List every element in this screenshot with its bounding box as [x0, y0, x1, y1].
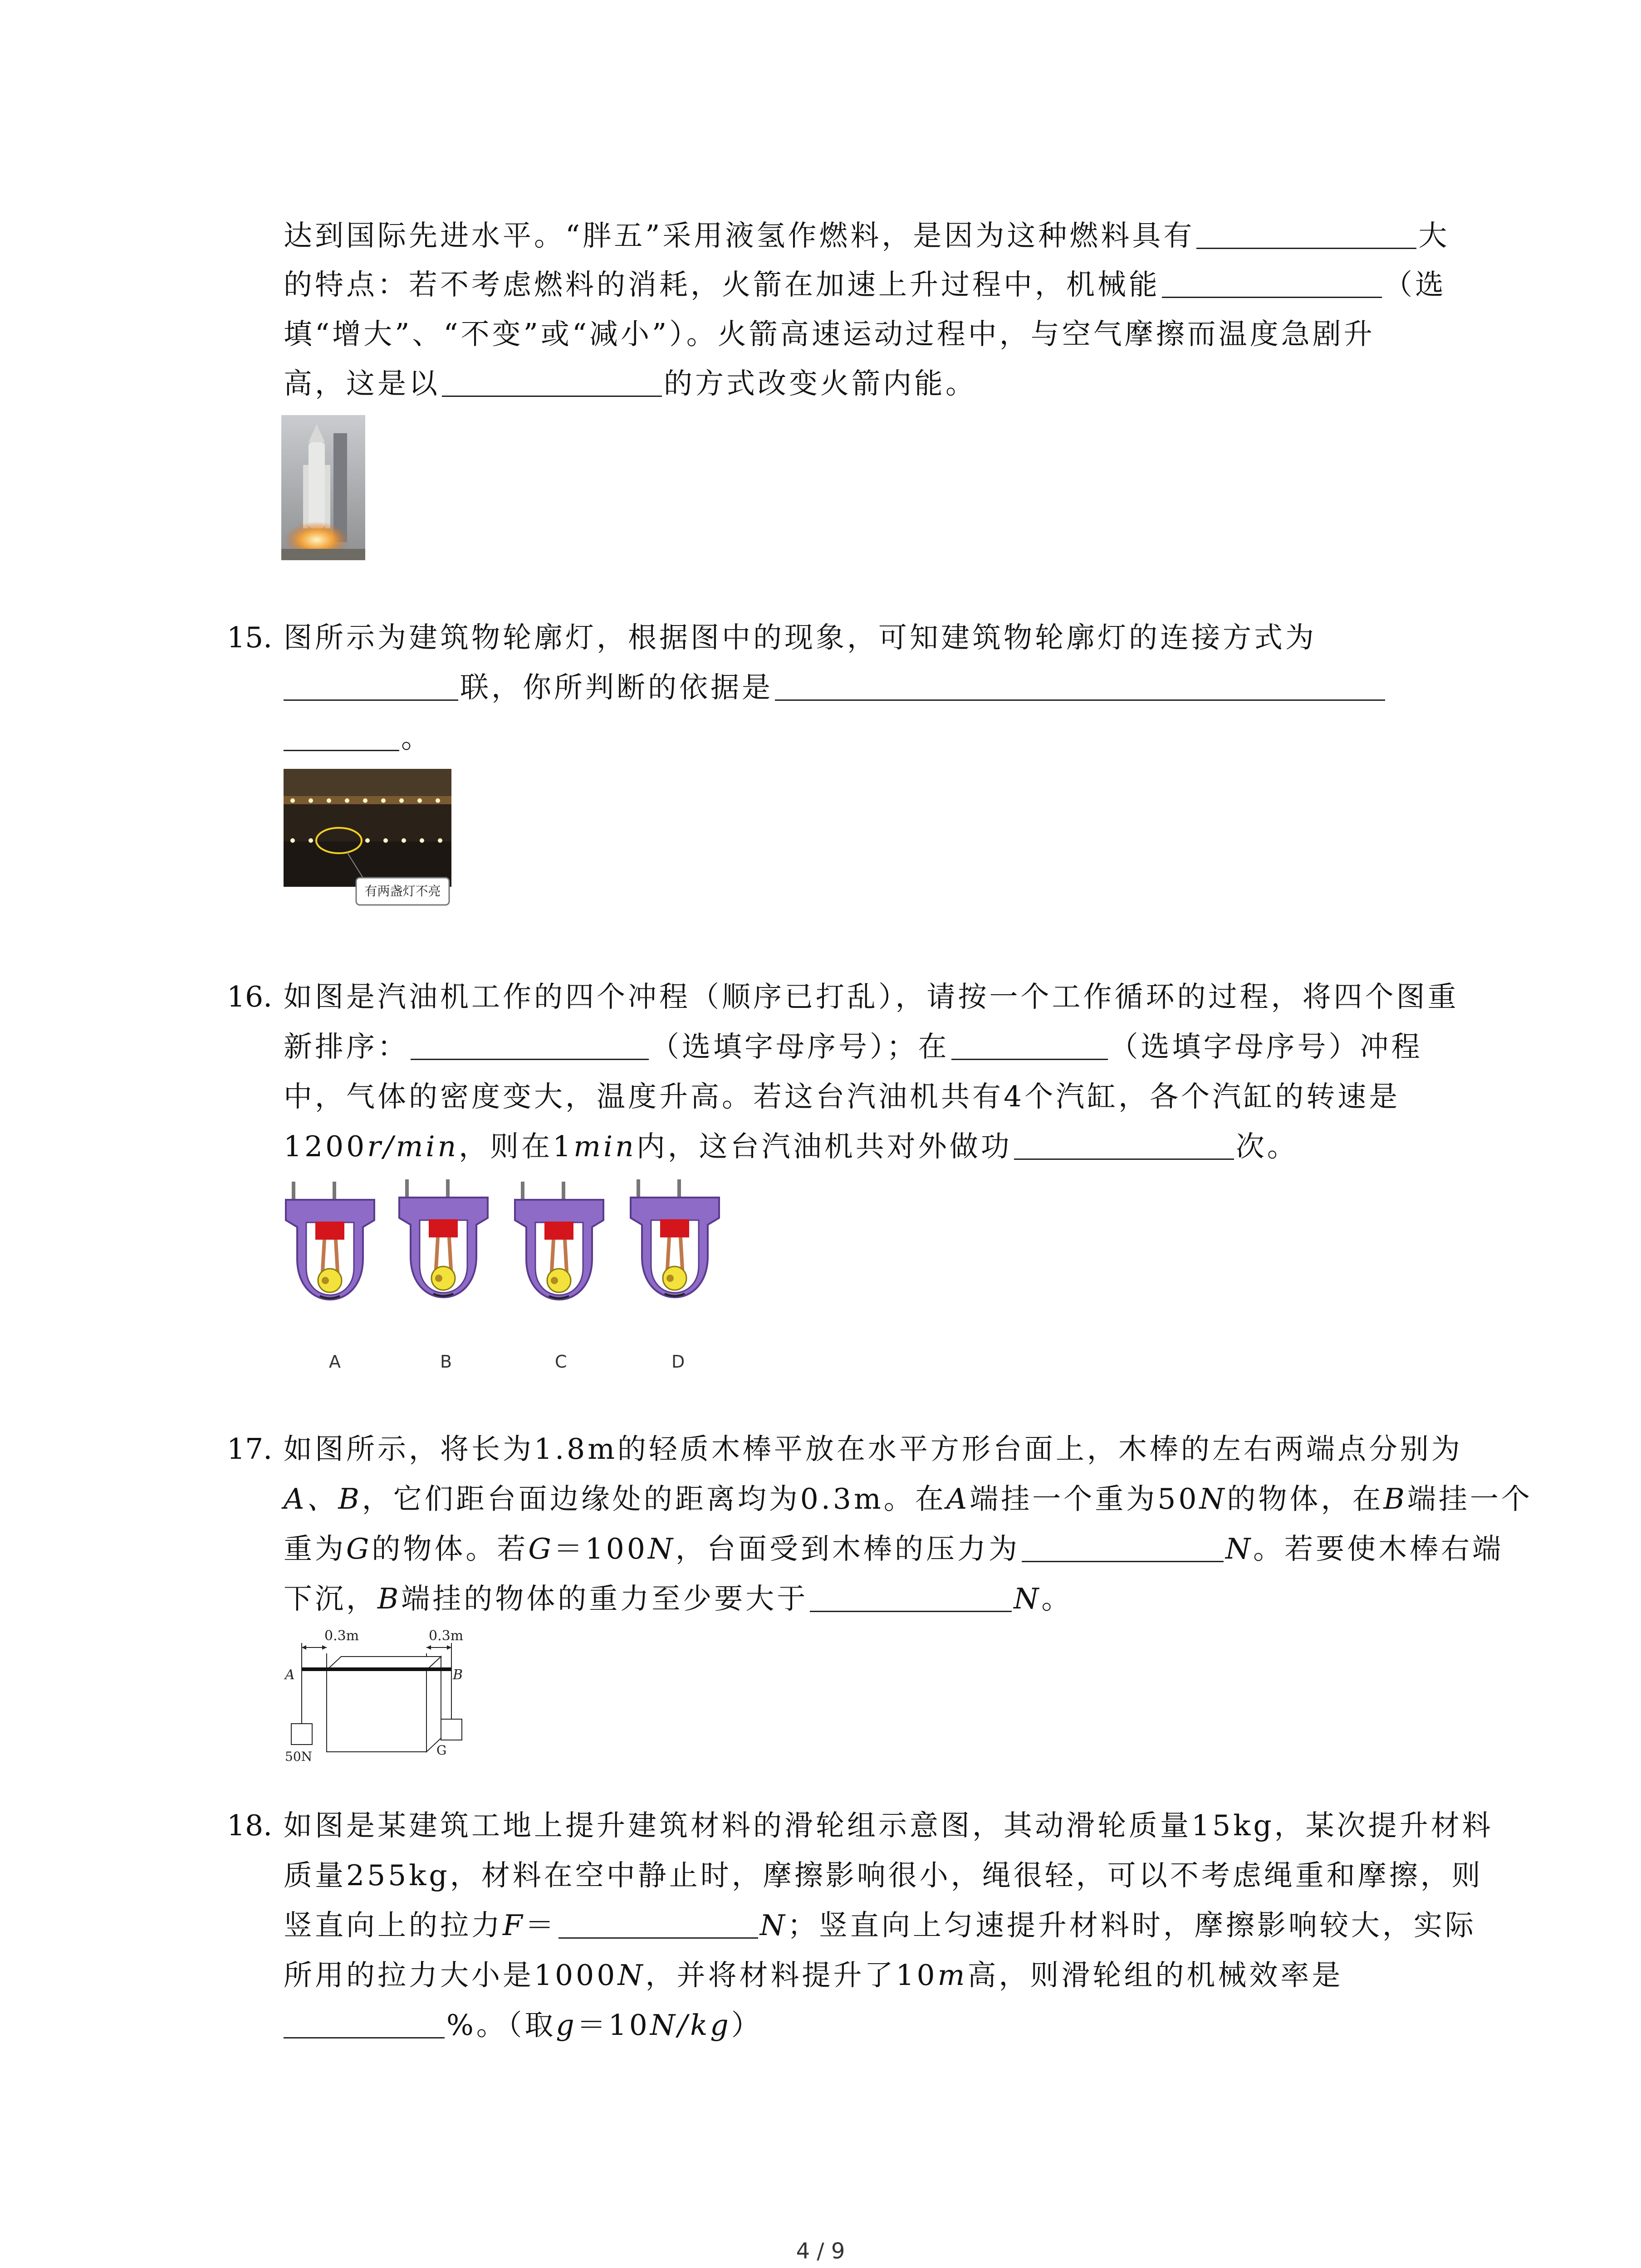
q16-line-3: 中，气体的密度变大，温度升高。若这台汽油机共有4个汽缸，各个汽缸的转速是 — [284, 1080, 1401, 1113]
engine-strokes-figure — [284, 1177, 737, 1372]
q17-blank-2[interactable] — [810, 1584, 1012, 1612]
dim-left-label: 0.3m — [324, 1628, 359, 1644]
point-a-label: A — [285, 1667, 295, 1683]
q15-blank-1[interactable] — [284, 672, 458, 701]
q14-blank-3[interactable] — [442, 368, 662, 397]
q15-line-3: 。 — [284, 720, 432, 756]
q14-blank-2[interactable] — [1162, 269, 1382, 298]
point-b-label: B — [453, 1667, 463, 1683]
q14-line-1: 达到国际先进水平。“胖五”采用液氢作燃料，是因为这种燃料具有 大 — [284, 219, 1450, 252]
weight-50n-label: 50N — [285, 1749, 313, 1764]
q17-number: 17. — [227, 1432, 273, 1466]
q18-line-1: 如图是某建筑工地上提升建筑材料的滑轮组示意图，其动滑轮质量15kg，某次提升材料 — [284, 1809, 1494, 1842]
engine-label-d: D — [671, 1352, 685, 1372]
q16-number: 16. — [227, 980, 273, 1013]
q18-blank-2[interactable] — [284, 2010, 445, 2038]
q15-number: 15. — [227, 621, 273, 654]
q14-line-3: 填“增大”、“不变”或“减小”）。火箭高速运动过程中，与空气摩擦而温度急剧升 — [284, 318, 1375, 351]
rocket-launch-image — [281, 415, 365, 560]
q14-line-4: 高，这是以 的方式改变火箭内能。 — [284, 367, 977, 400]
q14-blank-1[interactable] — [1196, 220, 1416, 249]
lights-callout: 有两盏灯不亮 — [364, 884, 441, 899]
q17-blank-1[interactable] — [1022, 1534, 1224, 1562]
q17-line-2: A、B，它们距台面边缘处的距离均为0.3m。在A端挂一个重为50N的物体，在B端挂一个 — [284, 1482, 1533, 1515]
q18-line-4: 所用的拉力大小是1000N，并将材料提升了10m高，则滑轮组的机械效率是 — [284, 1959, 1343, 1992]
q18-line-3: 竖直向上的拉力F＝ N；竖直向上匀速提升材料时，摩擦影响较大，实际 — [284, 1909, 1476, 1942]
q16-blank-3[interactable] — [1014, 1131, 1234, 1160]
page-number: 4 / 9 — [796, 2239, 845, 2264]
engine-label-b: B — [440, 1352, 452, 1372]
q15-line-2: 联，你所判断的依据是 — [284, 670, 1387, 706]
q18-blank-1[interactable] — [558, 1910, 758, 1939]
q18-number: 18. — [227, 1809, 273, 1842]
q14-line-2: 的特点：若不考虑燃料的消耗，火箭在加速上升过程中，机械能 （选 — [284, 268, 1446, 301]
q15-blank-2[interactable] — [775, 672, 1385, 701]
building-lights-image — [284, 769, 451, 914]
weight-g-label: G — [436, 1743, 447, 1758]
q16-line-1: 如图是汽油机工作的四个冲程（顺序已打乱），请按一个工作循环的过程，将四个图重 — [284, 980, 1459, 1013]
q17-line-4: 下沉，B端挂的物体的重力至少要大于 N。 — [284, 1582, 1073, 1615]
q16-blank-1[interactable] — [411, 1031, 649, 1060]
q18-line-5: %。（取g＝10N/kg） — [284, 2007, 763, 2043]
dim-right-label: 0.3m — [429, 1628, 464, 1644]
q18-line-2: 质量255kg，材料在空中静止时，摩擦影响很小，绳很轻，可以不考虑绳重和摩擦，则 — [284, 1859, 1483, 1892]
lever-table-figure — [281, 1628, 490, 1765]
q15-blank-2-cont[interactable] — [284, 723, 399, 751]
q16-blank-2[interactable] — [951, 1031, 1108, 1060]
q17-line-1: 如图所示，将长为1.8m的轻质木棒平放在水平方形台面上，木棒的左右两端点分别为 — [284, 1432, 1463, 1466]
q16-line-2: 新排序： （选填字母序号）；在 （选填字母序号）冲程 — [284, 1030, 1423, 1063]
engine-label-c: C — [555, 1352, 567, 1372]
q17-line-3: 重为G的物体。若G＝100N，台面受到木棒的压力为 N。若要使木棒右端 — [284, 1532, 1504, 1565]
q16-line-4: 1200r/min，则在1min内，这台汽油机共对外做功 次。 — [284, 1130, 1298, 1163]
q15-line-1: 图所示为建筑物轮廓灯，根据图中的现象，可知建筑物轮廓灯的连接方式为 — [284, 621, 1317, 654]
engine-label-a: A — [329, 1352, 341, 1372]
